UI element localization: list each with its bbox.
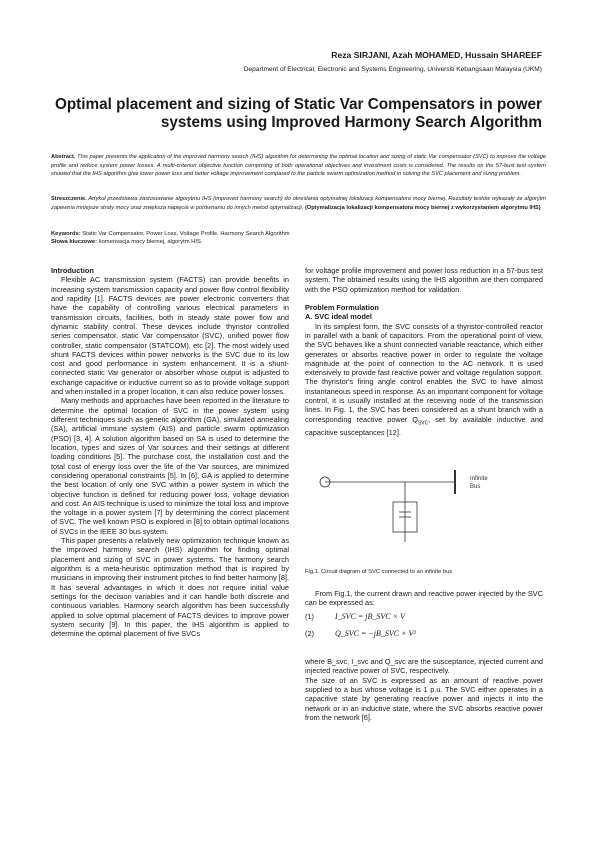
abstract (51, 153, 546, 179)
slowa-label: Słowa kluczowe: (51, 239, 98, 246)
figure-caption: Fig.1. Circuit diagram of SVC connected to an infinite bus (305, 569, 453, 575)
keywords (51, 230, 546, 246)
svc-model-subheading: A. SVC ideal model (305, 312, 372, 322)
svc-paragraph-2: From Fig.1, the current drawn and reactive power injected by the SVC can be expressed as: (305, 589, 543, 608)
intro-paragraph-1: Flexible AC transmission system (FACTS) can provide benefits in increasing system transmission capacity and power flow control flexibility and rapidity [1]. FACTS devices are power electronic converters that have the capability of controlling various electrical parameters in transmission circuits, facilities, both in steady state power flow and dynamic stability control. These devices include thyristor controlled series compensator, static Var compensator (SVC), unified power flow controller, static compensator (STATCOM), etc [2]. The most widely used shunt FACTS devices within power networks is the SVC due to its low cost and good performance in system enhancement. It is a shunt-connected static Var generator or absorber whose output is adjusted to exchange capacitive or inductive current so as to provide voltage support and when installed in a proper location, it can also reduce power losses. (51, 275, 289, 397)
intro-paragraph-3: This paper presents a relatively new optimization technique known as the improved harmony search (IHS) algorithm for finding optimal placement and sizing of SVC in power systems. The harmony search algorithm is a meta-heuristic optimization method that is inspired by musicians in improving their instrument pitches to find better harmony [8]. It has several advantages in which it does not require initial value settings for the decision variables and it can handle both discrete and continuous variables. Harmony search algorithm has been successfully applied to solve optimal placement of FACTS devices to improve power system security [9]. In this paper, the IHS algorithm is applied to determine the optimal placement of five SVCs (51, 536, 289, 639)
affiliation: Department of Electrical, Electronic and Systems Engineering, Universiti Kebangsaan Malaysia (UKM) (243, 66, 542, 73)
streszczenie-title: (Optymalizacja lokalizacji kompensatora mocy biernej z wykorzystaniem algorytmu IHS) (304, 204, 541, 211)
equation-2: (2) Q_SVC = −jB_SVC × V² (305, 629, 416, 638)
streszczenie-label: Streszczenie. (51, 196, 87, 202)
svc-paragraph-3: where B_svc, I_svc and Q_svc are the susceptance, injected current and injected reactive power of SVC, respectively. The size of an SVC is expressed as an amount of reactive power supplied to a bus whose voltage is 1 p.u. The SVC either operates in a capacitive state by generating reactive power and injects it into the network or in an inductive state, where the SVC absorbs reactive power from the network [6]. (305, 657, 543, 722)
svc-circuit-diagram (305, 462, 543, 560)
problem-formulation-heading: Problem Formulation (305, 302, 379, 312)
intro-paragraph-2: Many methods and approaches have been reported in the literature to determine the optimal location of SVC in the power system using different techniques such as genetic algorithm (GA), simulated annealing (SA), artificial immune system (AIS) and particle swarm optimization (PSO) [3, 4]. A solution algorithm based on SA is used to determine the location, types and sizes of Var sources and their settings at different loading conditions [5]. The purchase cost, the installation cost and the total cost of energy loss over the life of the Var sources, are minimized considering operational constraints [5]. In [6], GA is applied to determine the best location of only one SVC within a power system in which the objective function is defined for reducing power loss, voltage deviation and cost. An AIS technique is used to minimize the total loss and improve the voltage in a power system [7] by determining the correct placement of SVC. The well known PSO is explored in [8] to obtain optimal locations of SVCs in the IEEE 30 bus system. (51, 396, 289, 536)
abstract-text: This paper presents the application of the improved harmony search (IHS) algorithm for determining the optimal location and sizing of static Var compensator (SVC) to improve the voltage profile and reduce system power losses. A multi-criterion objective function comprising of both operational objectives and investment costs is considered. The results on the 57-bust test system showed that the IHS algorithm give lower power loss and better voltage improvement compared to the particle swarm optimization method in solving the SVC placement and sizing problem. (51, 154, 546, 177)
keywords-text: Static Var Compensator, Power Loss, Voltage Profile, Harmony Search Algorithm (80, 231, 290, 237)
streszczenie (51, 195, 546, 212)
left-column (51, 266, 289, 639)
abstract-label: Abstract. (51, 154, 76, 160)
right-column (305, 266, 543, 438)
figure-label-bus: Bus (470, 484, 481, 490)
authors: Reza SIRJANI, Azah MOHAMED, Hussain SHAREEF (331, 50, 542, 60)
introduction-heading: Introduction (51, 266, 94, 275)
right-paragraph-0: for voltage profile improvement and power loss reduction in a 57-bus test system. The obtained results using the IHS algorithm are then compared with the PSO optimization method for validation. (305, 266, 543, 294)
streszczenie-text: Artykuł przedstawia zastosowanie algorytmu IHS (improved harmony search) do określania optymalnej lokalizacji kompensatora mocy biernej. Rezultaty testów wykazały że algorytm zapewnia mniejsze straty mocy oraz zwiększa napięcia w porównaniu do innych metod optymalizacji. (51, 196, 546, 211)
svc-paragraph-1: In its simplest form, the SVC consists of a thyristor-controlled reactor in parallel with a bank of capacitors. From the operational point of view, the SVC behaves like a shunt connected variable reactance, which either generates or absorbs reactive power in order to regulate the voltage magnitude at the point of connection to the AC network. It is used extensively to provide fast reactive power and voltage regulation support. The thyristor's firing angle control enables the SVC to have almost instantaneous speed in response. As an important component for voltage control, it is usually installed at the receiving node of the transmission lines. In Fig. 1, the SVC has been considered as a shunt branch with a corresponding reactive power $Q_{SVC}$, set by available inductive and capacitive susceptances [12]. (305, 321, 543, 438)
equation-1: (1) I_SVC = jB_SVC × V (305, 612, 405, 621)
slowa-text: komensacja mocy biernej, algorytm HIS. (97, 239, 203, 246)
figure-label-infinite: Infinite (470, 476, 488, 482)
paper-title: Optimal placement and sizing of Static Var Compensators in power systems using Improved Harmony Search Algorithm (54, 96, 542, 131)
keywords-label: Keywords: (51, 231, 81, 237)
